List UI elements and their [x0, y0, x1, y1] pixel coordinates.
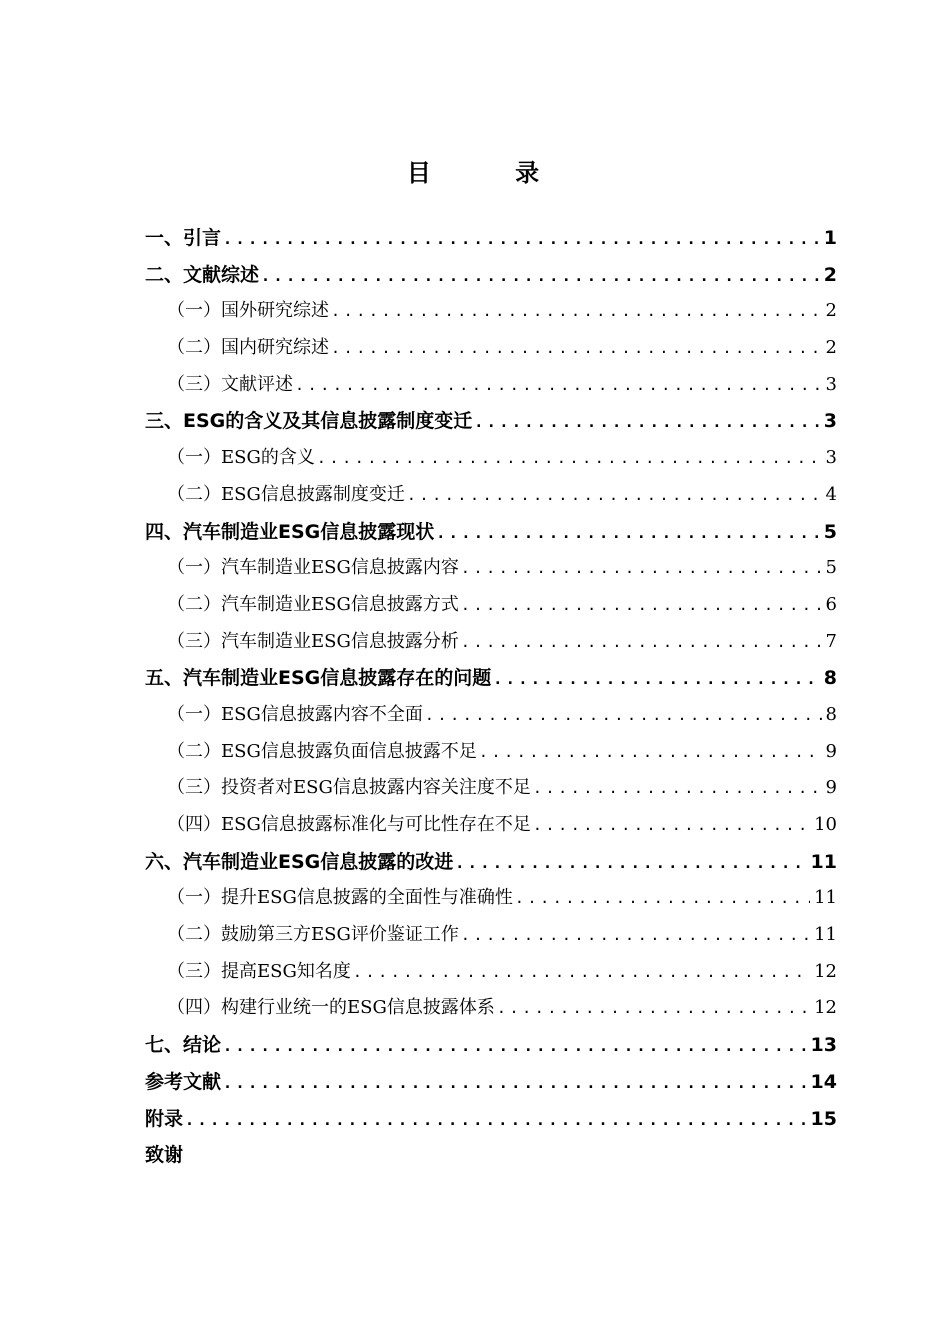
toc-entry-label: （一）ESG信息披露内容不全面 [167, 703, 423, 725]
dot-leader [261, 258, 820, 294]
dot-leader [515, 880, 810, 917]
toc-entry-page: 5 [823, 520, 837, 543]
toc-entry-label: （三）投资者对ESG信息披露内容关注度不足 [167, 777, 531, 799]
table-of-contents [145, 220, 837, 1174]
toc-entry-label: （一）提升ESG信息披露的全面性与准确性 [167, 887, 513, 909]
toc-entry[interactable] [145, 1101, 837, 1138]
toc-entry-page: 12 [814, 997, 837, 1019]
toc-entry-label: （三）汽车制造业ESG信息披露分析 [167, 630, 459, 652]
toc-entry-page: 2 [825, 300, 837, 322]
toc-entry-label: （四）ESG信息披露标准化与可比性存在不足 [167, 814, 531, 835]
toc-entry-label: 五、汽车制造业ESG信息披露存在的问题 [145, 667, 492, 690]
toc-entry-label: （二）国内研究综述 [167, 337, 329, 359]
toc-entry-label: （三）提高ESG知名度 [167, 960, 351, 982]
toc-entry-label: （一）ESG的含义 [167, 447, 315, 469]
toc-entry-page: 13 [810, 1034, 837, 1057]
toc-entry-page: 7 [825, 630, 837, 652]
toc-entry-label: 七、结论 [145, 1034, 222, 1057]
toc-entry-label: 致谢 [145, 1144, 184, 1167]
toc-subentry[interactable] [145, 880, 837, 917]
toc-subentry[interactable] [145, 807, 837, 844]
dot-leader [331, 330, 822, 367]
dot-leader [331, 293, 822, 330]
toc-entry-page: 10 [814, 814, 837, 835]
toc-entry-label: 四、汽车制造业ESG信息披露现状 [145, 520, 435, 543]
toc-entry[interactable] [145, 1064, 837, 1101]
dot-leader [497, 990, 810, 1027]
toc-entry-page: 9 [825, 740, 837, 762]
dot-leader [479, 734, 822, 771]
toc-entry-label: 二、文献综述 [145, 263, 260, 286]
toc-entry[interactable] [145, 403, 837, 440]
toc-subentry[interactable] [145, 477, 837, 514]
toc-entry[interactable] [145, 1027, 837, 1064]
toc-entry-page: 15 [810, 1107, 837, 1130]
toc-entry-page: 8 [823, 667, 837, 690]
dot-leader [223, 1028, 807, 1064]
toc-entry-page: 11 [810, 850, 837, 873]
toc-subentry[interactable] [145, 440, 837, 477]
toc-entry[interactable] [145, 257, 837, 294]
toc-entry-label: （一）汽车制造业ESG信息披露内容 [167, 557, 459, 579]
dot-leader [353, 954, 810, 991]
dot-leader [461, 550, 822, 587]
toc-entry-page: 4 [825, 483, 837, 505]
dot-leader [533, 807, 810, 844]
toc-subentry[interactable] [145, 550, 837, 587]
toc-subentry[interactable] [145, 917, 837, 954]
toc-entry-page: 3 [825, 447, 837, 469]
toc-entry[interactable] [145, 844, 837, 881]
dot-leader [223, 1065, 807, 1101]
toc-entry-page: 5 [825, 557, 837, 579]
toc-subentry[interactable] [145, 293, 837, 330]
toc-title: 目 录 [406, 159, 578, 187]
dot-leader [533, 770, 822, 807]
toc-entry-page: 1 [823, 227, 837, 249]
toc-entry-label: 参考文献 [145, 1070, 222, 1093]
toc-entry-page: 14 [810, 1070, 837, 1093]
toc-subentry[interactable] [145, 587, 837, 624]
toc-entry-label: （二）ESG信息披露负面信息披露不足 [167, 740, 477, 762]
dot-leader [425, 697, 822, 734]
toc-entry-label: 三、ESG的含义及其信息披露制度变迁 [145, 410, 473, 433]
toc-entry-page: 8 [825, 703, 837, 725]
toc-entry-label: （二）ESG信息披露制度变迁 [167, 483, 405, 505]
toc-subentry[interactable] [145, 624, 837, 661]
dot-leader [474, 404, 820, 440]
toc-entry-label: （四）构建行业统一的ESG信息披露体系 [167, 997, 495, 1019]
toc-entry[interactable] [145, 1137, 837, 1174]
dot-leader [407, 477, 822, 514]
toc-entry-page: 2 [823, 263, 837, 286]
toc-subentry[interactable] [145, 954, 837, 991]
toc-entry-page: 11 [814, 887, 837, 909]
toc-entry[interactable] [145, 220, 837, 257]
toc-entry-page: 3 [823, 410, 837, 433]
toc-entry-label: （一）国外研究综述 [167, 300, 329, 322]
toc-subentry[interactable] [145, 697, 837, 734]
toc-entry-label: （二）鼓励第三方ESG评价鉴证工作 [167, 924, 459, 946]
toc-subentry[interactable] [145, 990, 837, 1027]
dot-leader [317, 440, 822, 477]
toc-entry-label: （二）汽车制造业ESG信息披露方式 [167, 593, 459, 615]
toc-entry-page: 11 [814, 924, 837, 946]
toc-subentry[interactable] [145, 330, 837, 367]
toc-entry-page: 2 [825, 337, 837, 359]
toc-entry-label: 六、汽车制造业ESG信息披露的改进 [145, 850, 454, 873]
toc-entry[interactable] [145, 660, 837, 697]
dot-leader [461, 624, 822, 661]
toc-entry-page: 6 [825, 593, 837, 615]
dot-leader [461, 587, 822, 624]
toc-subentry[interactable] [145, 770, 837, 807]
toc-entry[interactable] [145, 514, 837, 551]
toc-entry-label: （三）文献评述 [167, 373, 293, 395]
toc-entry-page: 12 [814, 960, 837, 982]
dot-leader [185, 1102, 807, 1138]
dot-leader [295, 367, 822, 404]
dot-leader [436, 515, 820, 551]
toc-entry-page: 3 [825, 373, 837, 395]
toc-subentry[interactable] [145, 367, 837, 404]
toc-entry-page: 9 [825, 777, 837, 799]
toc-subentry[interactable] [145, 734, 837, 771]
dot-leader [461, 917, 810, 954]
dot-leader [493, 661, 820, 697]
toc-entry-label: 一、引言 [145, 227, 222, 249]
dot-leader [455, 845, 806, 881]
dot-leader [223, 221, 820, 257]
toc-entry-label: 附录 [145, 1107, 184, 1130]
